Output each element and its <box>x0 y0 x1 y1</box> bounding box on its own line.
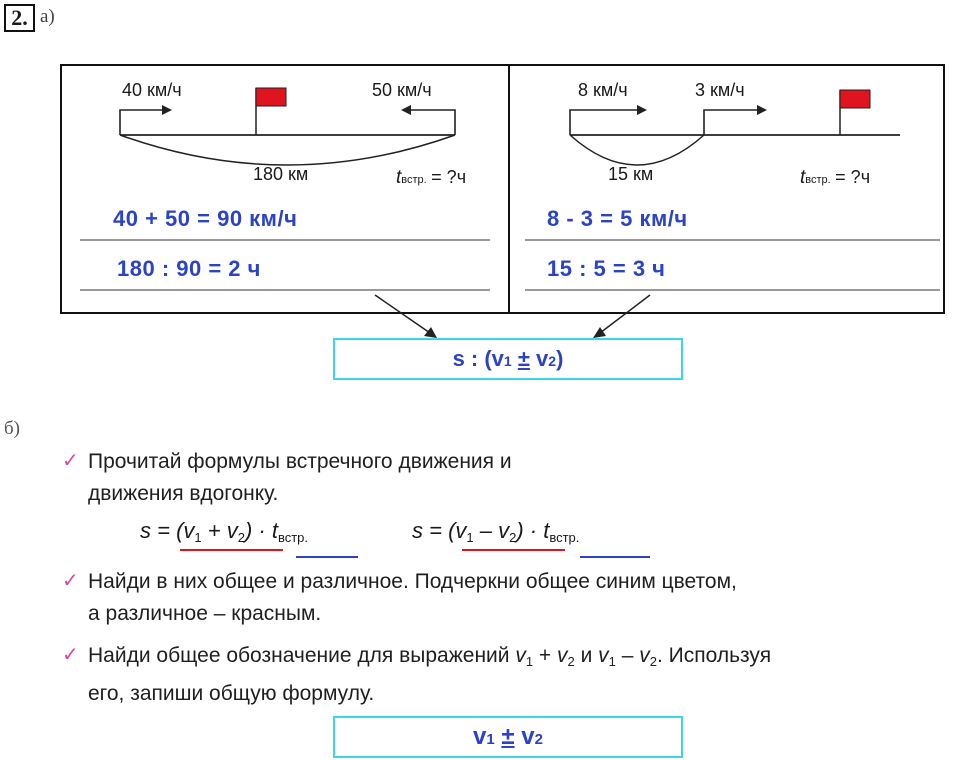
right-speed-1: 8 км/ч <box>578 80 628 100</box>
formula-meeting: $s = (v_1 + v_2) \cdot t_{встр.}$ <box>140 518 309 545</box>
check-icon-2: ✓ <box>62 570 79 592</box>
right-arrow-1-head <box>637 105 647 115</box>
left-flag-icon <box>256 88 286 106</box>
instruction-3: Найди общее обозначение для выражений v1 + v2 и v1 – v2. Используя его, запиши общую формулу. <box>88 644 772 705</box>
check-icon-3: ✓ <box>62 644 79 666</box>
instruction-1: Прочитай формулы встречного движения и движения вдогонку. <box>88 450 512 505</box>
left-time-question: tвстр. = ?ч <box>396 167 467 188</box>
right-solution-line-1: 8 - 3 = 5 км/ч <box>547 206 688 231</box>
pointer-arrow-right <box>600 295 650 333</box>
pointer-arrow-left <box>375 295 430 333</box>
right-distance-arc <box>570 135 704 165</box>
left-distance-arc <box>120 135 455 165</box>
left-solution-line-1: 40 + 50 = 90 км/ч <box>113 206 298 231</box>
task-number: 2. <box>4 4 35 32</box>
left-speed-1: 40 км/ч <box>122 80 182 100</box>
right-flag-icon <box>840 90 870 108</box>
check-icon-1: ✓ <box>62 450 79 472</box>
right-arrow-1 <box>570 110 640 135</box>
right-time-question: tвстр. = ?ч <box>800 167 871 188</box>
left-arrow-1 <box>120 110 165 135</box>
left-solution-line-2: 180 : 90 = 2 ч <box>117 256 261 281</box>
pointer-arrow-right-head <box>593 327 606 338</box>
part-b-label: б) <box>4 418 20 439</box>
formula-catchup: $s = (v_1 - v_2) \cdot t_{встр.}$ <box>412 518 580 545</box>
right-arrow-2 <box>704 110 760 135</box>
left-speed-2: 50 км/ч <box>372 80 432 100</box>
general-formula-box: s : (v1 ± v2) <box>333 338 683 380</box>
left-arrow-2 <box>408 110 455 135</box>
answer-box: v1 ± v2 <box>333 716 683 758</box>
right-arrow-2-head <box>757 105 767 115</box>
left-arrow-2-head <box>401 105 411 115</box>
right-speed-2: 3 км/ч <box>695 80 745 100</box>
left-distance: 180 км <box>253 164 309 184</box>
right-distance: 15 км <box>608 164 654 184</box>
pointer-arrow-left-head <box>424 327 437 338</box>
right-solution-line-2: 15 : 5 = 3 ч <box>547 256 666 281</box>
part-a-label: а) <box>40 6 55 27</box>
instruction-2: Найди в них общее и различное. Подчеркни общее синим цветом, а различное – красным. <box>88 570 737 625</box>
left-arrow-1-head <box>162 105 172 115</box>
